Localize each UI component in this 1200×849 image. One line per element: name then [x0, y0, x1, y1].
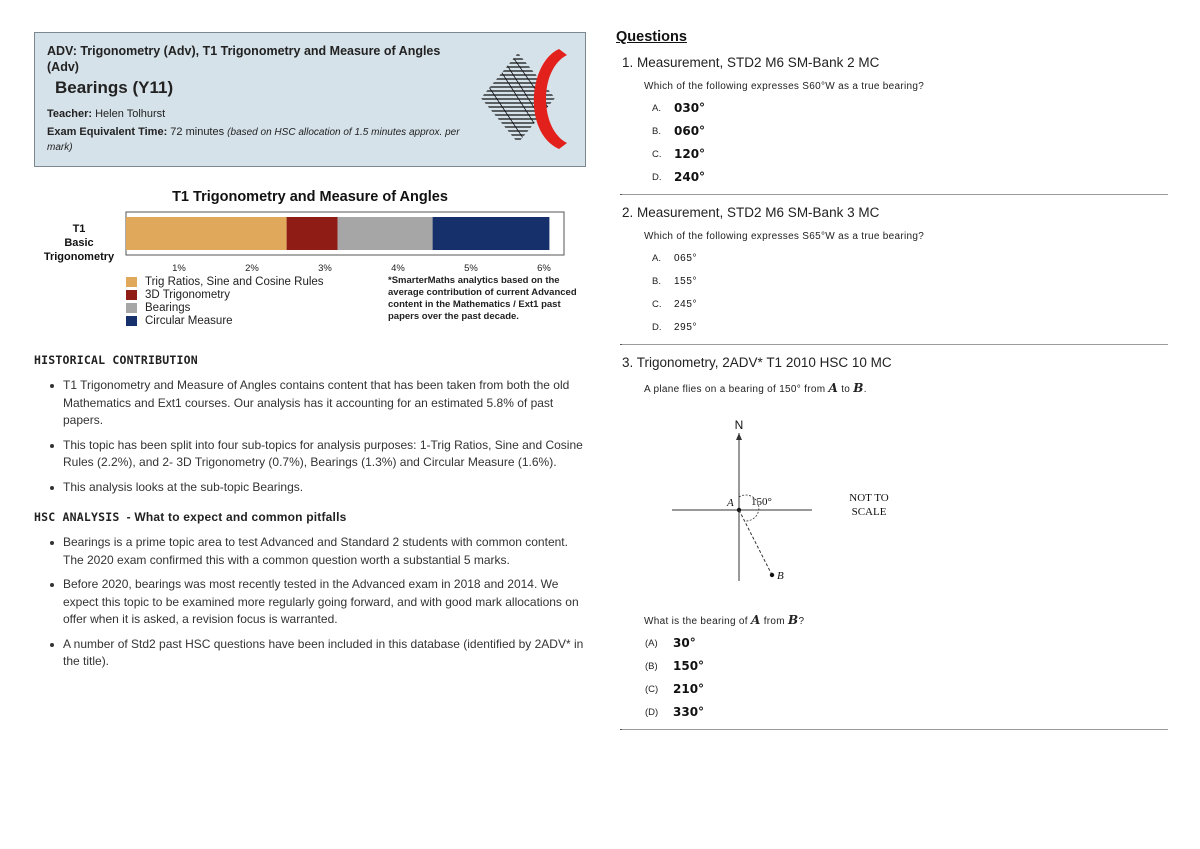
left-column: [34, 32, 586, 678]
point-b-diagram-label: B: [777, 570, 784, 582]
right-column: [616, 26, 1168, 740]
x-tick-label: 4%: [391, 263, 405, 274]
hsc-list: [34, 534, 586, 671]
x-tick-label: 2%: [245, 263, 259, 274]
option-label: A.: [652, 102, 661, 114]
option-c[interactable]: [645, 681, 1168, 697]
prompt-text: What is the bearing of: [644, 616, 748, 627]
option-value: 30°: [673, 636, 696, 650]
question-heading: 1. Measurement, STD2 M6 SM-Bank 2 MC: [622, 55, 880, 70]
hsc-heading-main: HSC ANALYSIS: [34, 510, 120, 524]
option-label: (C): [645, 683, 659, 695]
list-item: T1 Trigonometry and Measure of Angles contains content that has been taken from both the old Mathematics and Ext1 courses. Our analysis has it accounting for an estimated 5.8% of past papers.: [34, 377, 586, 430]
question-prompt: [644, 613, 1168, 627]
legend-label: Trig Ratios, Sine and Cosine Rules: [145, 275, 324, 288]
teacher-line: [47, 107, 487, 121]
option-value: 155°: [674, 275, 698, 287]
divider: [620, 344, 1168, 345]
bearing-diagram: [666, 409, 946, 584]
point-b-label: B: [853, 381, 864, 395]
bar-segment-3: [338, 217, 433, 250]
option-a[interactable]: [652, 100, 1168, 116]
bar-segment-1: [126, 217, 287, 250]
chart-title: T1 Trigonometry and Measure of Angles: [172, 189, 448, 205]
option-label: D.: [652, 171, 662, 183]
exam-time-value: 72 minutes: [170, 126, 225, 138]
legend-item: [126, 301, 324, 314]
legend-item: [126, 288, 324, 301]
x-tick-label: 5%: [464, 263, 478, 274]
teacher-name: Helen Tolhurst: [95, 108, 166, 120]
historical-heading: HISTORICAL CONTRIBUTION: [34, 353, 198, 367]
north-arrow-icon: [736, 433, 742, 440]
x-tick-label: 1%: [172, 263, 186, 274]
option-value: 240°: [674, 170, 706, 184]
category-label-1: T1: [72, 223, 86, 235]
list-item: Before 2020, bearings was most recently tested in the Advanced exam in 2018 and 2014. We expect this topic to be examined more regularly going forward, and with good mark allocations on offer when it is asked, a revision focus is warranted.: [34, 576, 586, 629]
option-b[interactable]: [652, 123, 1168, 139]
option-label: A.: [652, 252, 661, 264]
legend-swatch: [126, 316, 137, 326]
option-value: 150°: [673, 659, 705, 673]
exam-time-label: Exam Equivalent Time:: [47, 126, 168, 138]
topic-title: Bearings (Y11): [55, 78, 174, 97]
question-stem: Which of the following expresses S60°W as a true bearing?: [644, 81, 925, 92]
legend-label: 3D Trigonometry: [145, 288, 231, 301]
option-label: B.: [652, 275, 661, 287]
option-value: 295°: [674, 321, 698, 333]
exam-time-line: [47, 125, 487, 155]
option-d[interactable]: [645, 704, 1168, 720]
option-d[interactable]: [652, 319, 1168, 335]
stem-text: A plane flies on a bearing of 150° from: [644, 384, 826, 395]
option-b[interactable]: [645, 658, 1168, 674]
x-tick-label: 6%: [537, 263, 551, 274]
x-tick-label: 3%: [318, 263, 332, 274]
course-title: ADV: Trigonometry (Adv), T1 Trigonometry and Measure of Angles (Adv): [47, 44, 441, 74]
option-label: C.: [652, 148, 662, 160]
legend-item: [126, 314, 324, 327]
divider: [620, 194, 1168, 195]
exam-time-note: (based on HSC allocation of 1.5 minutes approx. per mark): [47, 127, 460, 153]
contribution-chart: [34, 179, 586, 339]
option-value: 210°: [673, 682, 705, 696]
option-value: 245°: [674, 298, 698, 310]
option-value: 030°: [674, 101, 706, 115]
option-label: (A): [645, 637, 658, 649]
divider: [620, 729, 1168, 730]
chart-note: *SmarterMaths analytics based on the average contribution of current Advanced content in the Mathematics / Ext1 past papers over the past decade.: [388, 275, 577, 322]
historical-list: [34, 377, 586, 496]
point-a-diagram-label: A: [727, 497, 734, 509]
option-label: (B): [645, 660, 658, 672]
option-label: D.: [652, 321, 662, 333]
angle-label: 150°: [751, 496, 772, 508]
point-a-label: A: [750, 613, 761, 627]
legend-item: [126, 275, 324, 288]
list-item: This topic has been split into four sub-topics for analysis purposes: 1-Trig Ratios, Sine and Cosine Rules (2.2%), and 2- 3D Trigonometry (0.7%), Bearings (1.3%) and Circular Measure (1.6%).: [34, 437, 586, 472]
hsc-heading-rest: - What to expect and common pitfalls: [126, 510, 347, 524]
prompt-end: ?: [798, 616, 805, 627]
legend-swatch: [126, 277, 137, 287]
option-value: 120°: [674, 147, 706, 161]
option-a[interactable]: [645, 635, 1168, 651]
question-stem: [644, 381, 1168, 395]
option-c[interactable]: [652, 296, 1168, 312]
option-label: (D): [645, 706, 659, 718]
point-b-label: B: [788, 613, 799, 627]
teacher-label: Teacher:: [47, 108, 93, 120]
legend-swatch: [126, 290, 137, 300]
north-label: N: [734, 418, 744, 432]
legend-label: Bearings: [145, 301, 191, 314]
list-item: Bearings is a prime topic area to test Advanced and Standard 2 students with common content. The 2020 exam confirmed this with a common question worth a substantial 5 marks.: [34, 534, 586, 569]
hsc-analysis-heading: [34, 510, 586, 524]
option-value: 330°: [673, 705, 705, 719]
question-2: [616, 205, 1168, 335]
category-label-2: Basic: [64, 237, 94, 249]
option-d[interactable]: [652, 169, 1168, 185]
bar-segment-4: [433, 217, 550, 250]
questions-title: Questions: [616, 29, 687, 45]
question-1: [616, 55, 1168, 185]
prompt-text: from: [763, 616, 785, 627]
point-b-dot: [770, 573, 774, 577]
option-a[interactable]: [652, 250, 1168, 266]
option-value: 065°: [674, 252, 698, 264]
question-heading: 2. Measurement, STD2 M6 SM-Bank 3 MC: [622, 205, 880, 220]
list-item: A number of Std2 past HSC questions have been included in this database (identified by 2ADV* in the title).: [34, 636, 586, 671]
question-3: [616, 355, 1168, 720]
option-label: B.: [652, 125, 661, 137]
question-heading: 3. Trigonometry, 2ADV* T1 2010 HSC 10 MC: [622, 355, 892, 370]
smartermaths-logo-icon: [473, 43, 573, 153]
stem-text: to: [841, 384, 851, 395]
flight-path: [739, 510, 772, 575]
point-a-label: A: [828, 381, 839, 395]
category-label-3: Trigonometry: [43, 251, 115, 263]
question-stem: Which of the following expresses S65°W as a true bearing?: [644, 231, 925, 242]
not-to-scale-label: NOT TO: [849, 492, 889, 504]
legend-swatch: [126, 303, 137, 313]
stem-end: .: [863, 384, 867, 395]
legend-label: Circular Measure: [145, 314, 233, 327]
not-to-scale-label-2: SCALE: [851, 506, 887, 518]
chart-legend: [126, 275, 324, 327]
option-b[interactable]: [652, 273, 1168, 289]
option-c[interactable]: [652, 146, 1168, 162]
bar-segment-2: [287, 217, 338, 250]
header-box: [34, 32, 586, 167]
option-label: C.: [652, 298, 662, 310]
option-value: 060°: [674, 124, 706, 138]
list-item: This analysis looks at the sub-topic Bearings.: [34, 479, 586, 497]
